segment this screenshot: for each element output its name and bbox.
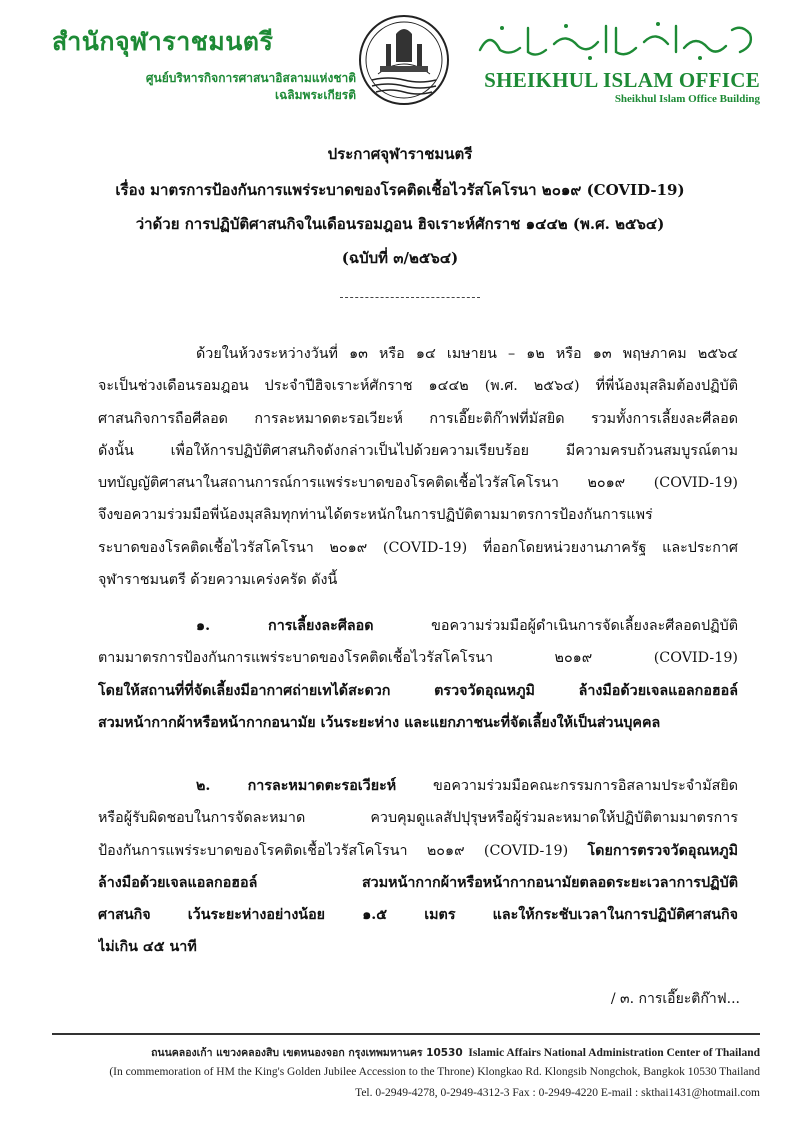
announcement-regarding: ว่าด้วย การปฏิบัติศาสนกิจในเดือนรอมฎอน ฮิจเราะห์ศักราช ๑๔๔๒ (พ.ศ. ๒๕๖๔) [135, 215, 665, 233]
office-english-subtitle: Sheikhul Islam Office Building [614, 93, 760, 105]
text-segment-bold: โดยการตรวจวัดอุณหภูมิ [587, 842, 738, 859]
announcement-subject: เรื่อง มาตรการป้องกันการแพร่ระบาดของโรคติดเชื้อไวรัสโคโรนา ๒๐๑๙ (COVID-19) [115, 181, 685, 199]
text-segment: ป้องกันการแพร่ระบาดของโรคติดเชื้อไวรัสโคโรนา ๒๐๑๙ (COVID-19) [98, 842, 588, 859]
footer-english-address: (In commemoration of HM the King's Golden Jubilee Accession to the Throne) Klongkao Rd. Klongsib Nongchok, Bangkok 10530 Thailand [109, 1066, 760, 1078]
item-heading: ๑. การเลี้ยงละศีลอด [196, 618, 374, 634]
text-line: ล้างมือด้วยเจลแอลกอฮอล์ สวมหน้ากากผ้าหรือหน้ากากอนามัยตลอดระยะเวลาการปฏิบัติ [98, 874, 738, 891]
footer-thai-address: ถนนคลองเก้า แขวงคลองสิบ เขตหนองจอก กรุงเทพมหานคร 10530 [151, 1047, 463, 1059]
footer-divider [52, 1033, 760, 1035]
text-line: บทบัญญัติศาสนาในสถานการณ์การแพร่ระบาดของโรคติดเชื้อไวรัสโคโรนา ๒๐๑๙ (COVID-19) [98, 475, 738, 492]
text-line: หรือผู้รับผิดชอบในการจัดละหมาด ควบคุมดูแลสัปปุรุษหรือผู้ร่วมละหมาดให้ปฏิบัติตามมาตรการ [98, 810, 738, 827]
divider [340, 297, 480, 298]
text-line: ศาสนกิจการถือศีลอด การละหมาดตะรอเวียะห์ การเอี๊ยะติก๊าฟที่มัสยิด รวมทั้งการเลี้ยงละศีลอด [98, 410, 738, 427]
text-line: ศาสนกิจ เว้นระยะห่างอย่างน้อย ๑.๕ เมตร และให้กระชับเวลาในการปฏิบัติศาสนกิจ [98, 907, 738, 924]
text-line: จึงขอความร่วมมือพี่น้องมุสลิมทุกท่านได้ตระหนักในการปฏิบัติตามมาตรการป้องกันการแพร่ [98, 507, 653, 524]
text-line: โดยให้สถานที่ที่จัดเลี้ยงมีอากาศถ่ายเทได้สะดวก ตรวจวัดอุณหภูมิ ล้างมือด้วยเจลแอลกอฮอล์ [98, 682, 738, 699]
item-heading: ๒. การละหมาดตะรอเวียะห์ [196, 778, 397, 794]
paragraph-intro [98, 338, 738, 596]
text-segment: ขอความร่วมมือคณะกรรมการอิสลามประจำมัสยิด [396, 778, 738, 794]
paragraph-iftar [98, 610, 738, 739]
text-segment: ขอความร่วมมือผู้ดำเนินการจัดเลี้ยงละศีลอดปฏิบัติ [373, 618, 738, 634]
text-line: จะเป็นช่วงเดือนรอมฎอน ประจำปีฮิจเราะห์ศักราช ๑๔๔๒ (พ.ศ. ๒๕๖๔) ที่พี่น้องมุสลิมต้องปฏิบัติ [98, 378, 738, 395]
footer-address-line [52, 1044, 760, 1061]
text-line [98, 610, 738, 642]
text-line: ดังนั้น เพื่อให้การปฏิบัติศาสนกิจดังกล่าวเป็นไปด้วยความเรียบร้อย มีความครบถ้วนสมบูรณ์ตาม [98, 442, 738, 459]
text-line: ด้วยในห้วงระหว่างวันที่ ๑๓ หรือ ๑๔ เมษายน – ๑๒ หรือ ๑๓ พฤษภาคม ๒๕๖๔ [196, 346, 738, 362]
office-thai-subtitle-line-1: ศูนย์บริหารกิจการศาสนาอิสลามแห่งชาติ [145, 71, 356, 85]
office-english-title: SHEIKHUL ISLAM OFFICE [484, 68, 760, 92]
announcement-title: ประกาศจุฬาราชมนตรี [327, 145, 473, 163]
text-line: สวมหน้ากากผ้าหรือหน้ากากอนามัย เว้นระยะห่าง และแยกภาชนะที่จัดเลี้ยงให้เป็นส่วนบุคคล [98, 714, 661, 731]
arabic-calligraphy-logo-icon [470, 20, 760, 62]
footer-contact: Tel. 0-2949-4278, 0-2949-4312-3 Fax : 0-2949-4220 E-mail : skthai1431@hotmail.com [355, 1087, 760, 1099]
continuation-note: / ๓. การเอี๊ยะติก๊าฟ... [610, 991, 740, 1007]
office-thai-title: สำนักจุฬาราชมนตรี [52, 27, 274, 56]
text-line [98, 770, 738, 802]
text-line: จุฬาราชมนตรี ด้วยความเคร่งครัด ดังนี้ [98, 572, 338, 589]
mosque-seal-icon [358, 14, 450, 106]
text-line: ไม่เกิน ๔๕ นาที [98, 939, 197, 956]
text-line: ระบาดของโรคติดเชื้อไวรัสโคโรนา ๒๐๑๙ (COVID-19) ที่ออกโดยหน่วยงานภาครัฐ และประกาศ [98, 539, 738, 556]
announcement-edition: (ฉบับที่ ๓/๒๕๖๔) [341, 249, 459, 267]
text-line: ตามมาตรการป้องกันการแพร่ระบาดของโรคติดเชื้อไวรัสโคโรนา ๒๐๑๙ (COVID-19) [98, 650, 738, 667]
paragraph-taraweeh [98, 770, 738, 964]
text-line [98, 835, 738, 867]
office-thai-subtitle-line-2: เฉลิมพระเกียรติ [275, 88, 356, 102]
office-thai-subtitle [66, 70, 356, 104]
footer-center-name: Islamic Affairs National Administration Center of Thailand [468, 1047, 760, 1059]
